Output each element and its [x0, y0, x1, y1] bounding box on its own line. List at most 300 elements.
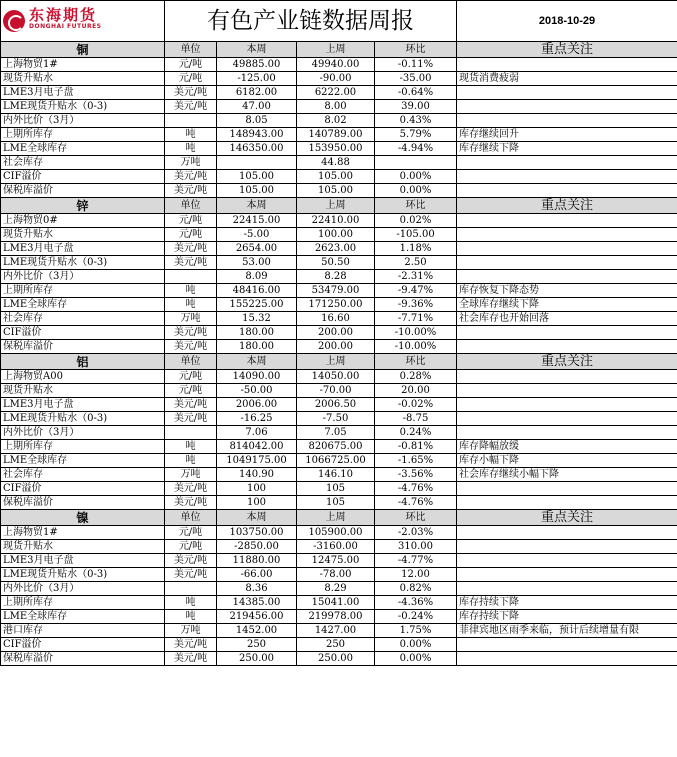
col-change-header: 环比: [375, 198, 457, 214]
this-week-value: 14385.00: [217, 596, 297, 610]
item-name: 上期所库存: [1, 440, 165, 454]
col-focus-header: 重点关注: [457, 510, 677, 526]
focus-note: [457, 326, 677, 340]
item-name: LME全球库存: [1, 298, 165, 312]
change-value: -4.76%: [375, 482, 457, 496]
focus-note: 库存继续回升: [457, 128, 677, 142]
item-unit: 吨: [165, 142, 217, 156]
metal-name: 铜: [1, 42, 165, 58]
table-row: [1, 582, 677, 596]
report-title: 有色产业链数据周报: [165, 1, 457, 42]
col-last-week-header: 上周: [297, 354, 375, 370]
last-week-value: 153950.00: [297, 142, 375, 156]
logo-cell: [1, 1, 165, 42]
focus-note: [457, 398, 677, 412]
item-unit: 万吨: [165, 468, 217, 482]
item-unit: 美元/吨: [165, 86, 217, 100]
this-week-value: 814042.00: [217, 440, 297, 454]
change-value: 0.24%: [375, 426, 457, 440]
change-value: 1.18%: [375, 242, 457, 256]
change-value: 0.00%: [375, 170, 457, 184]
table-row: [1, 526, 677, 540]
this-week-value: 219456.00: [217, 610, 297, 624]
col-change-header: 环比: [375, 354, 457, 370]
this-week-value: 49885.00: [217, 58, 297, 72]
metal-name: 锌: [1, 198, 165, 214]
focus-note: [457, 340, 677, 354]
item-unit: 吨: [165, 440, 217, 454]
item-unit: 美元/吨: [165, 242, 217, 256]
item-name: LME3月电子盘: [1, 86, 165, 100]
this-week-value: 2006.00: [217, 398, 297, 412]
item-unit: 吨: [165, 298, 217, 312]
last-week-value: 7.05: [297, 426, 375, 440]
item-name: 保税库溢价: [1, 184, 165, 198]
last-week-value: 250.00: [297, 652, 375, 666]
last-week-value: 53479.00: [297, 284, 375, 298]
this-week-value: 11880.00: [217, 554, 297, 568]
report-date: 2018-10-29: [457, 1, 677, 42]
this-week-value: 140.90: [217, 468, 297, 482]
this-week-value: 53.00: [217, 256, 297, 270]
col-last-week-header: 上周: [297, 198, 375, 214]
item-name: LME现货升贴水（0-3): [1, 568, 165, 582]
change-value: 0.00%: [375, 638, 457, 652]
item-name: CIF溢价: [1, 170, 165, 184]
this-week-value: 22415.00: [217, 214, 297, 228]
table-row: [1, 228, 677, 242]
this-week-value: 148943.00: [217, 128, 297, 142]
last-week-value: 16.60: [297, 312, 375, 326]
table-row: [1, 468, 677, 482]
col-focus-header: 重点关注: [457, 354, 677, 370]
table-row: [1, 568, 677, 582]
item-name: 上海物贸1#: [1, 58, 165, 72]
item-name: 港口库存: [1, 624, 165, 638]
item-name: LME全球库存: [1, 610, 165, 624]
item-unit: 万吨: [165, 312, 217, 326]
col-unit-header: 单位: [165, 510, 217, 526]
change-value: 20.00: [375, 384, 457, 398]
focus-note: [457, 412, 677, 426]
focus-note: [457, 582, 677, 596]
table-row: [1, 128, 677, 142]
change-value: -0.64%: [375, 86, 457, 100]
this-week-value: 8.09: [217, 270, 297, 284]
table-row: [1, 596, 677, 610]
item-unit: 吨: [165, 284, 217, 298]
item-name: 上海物贸A00: [1, 370, 165, 384]
col-unit-header: 单位: [165, 198, 217, 214]
focus-note: [457, 270, 677, 284]
logo-name-en: DONGHAI FUTURES: [29, 23, 102, 30]
item-unit: 吨: [165, 596, 217, 610]
this-week-value: 250.00: [217, 652, 297, 666]
table-row: [1, 100, 677, 114]
item-name: 现货升贴水: [1, 384, 165, 398]
item-unit: 元/吨: [165, 72, 217, 86]
table-row: [1, 86, 677, 100]
item-name: 现货升贴水: [1, 72, 165, 86]
this-week-value: 2654.00: [217, 242, 297, 256]
last-week-value: -70.00: [297, 384, 375, 398]
logo-mark-icon: [3, 10, 25, 32]
table-row: [1, 384, 677, 398]
item-name: CIF溢价: [1, 326, 165, 340]
item-unit: [165, 426, 217, 440]
table-row: [1, 214, 677, 228]
focus-note: 全球库存继续下降: [457, 298, 677, 312]
item-name: 上海物贸1#: [1, 526, 165, 540]
focus-note: 库存持续下降: [457, 610, 677, 624]
last-week-value: 100.00: [297, 228, 375, 242]
focus-note: [457, 256, 677, 270]
item-name: LME现货升贴水（0-3): [1, 412, 165, 426]
section-header: [1, 354, 677, 370]
col-this-week-header: 本周: [217, 42, 297, 58]
last-week-value: -7.50: [297, 412, 375, 426]
item-unit: [165, 270, 217, 284]
col-change-header: 环比: [375, 42, 457, 58]
focus-note: [457, 100, 677, 114]
this-week-value: 6182.00: [217, 86, 297, 100]
item-unit: 吨: [165, 128, 217, 142]
this-week-value: 1452.00: [217, 624, 297, 638]
change-value: -2.31%: [375, 270, 457, 284]
table-body: [1, 1, 677, 666]
col-focus-header: 重点关注: [457, 42, 677, 58]
item-unit: 美元/吨: [165, 326, 217, 340]
section-header: [1, 198, 677, 214]
report-header: [1, 1, 677, 42]
table-row: [1, 482, 677, 496]
item-unit: 元/吨: [165, 58, 217, 72]
table-row: [1, 440, 677, 454]
this-week-value: 1049175.00: [217, 454, 297, 468]
table-row: [1, 184, 677, 198]
last-week-value: 8.02: [297, 114, 375, 128]
last-week-value: 50.50: [297, 256, 375, 270]
focus-note: [457, 384, 677, 398]
last-week-value: 171250.00: [297, 298, 375, 312]
item-name: 社会库存: [1, 156, 165, 170]
table-row: [1, 638, 677, 652]
change-value: 0.43%: [375, 114, 457, 128]
col-change-header: 环比: [375, 510, 457, 526]
item-name: 现货升贴水: [1, 228, 165, 242]
table-row: [1, 58, 677, 72]
table-row: [1, 370, 677, 384]
table-row: [1, 142, 677, 156]
item-unit: 美元/吨: [165, 482, 217, 496]
table-row: [1, 624, 677, 638]
item-unit: 吨: [165, 454, 217, 468]
focus-note: [457, 114, 677, 128]
change-value: 39.00: [375, 100, 457, 114]
change-value: 5.79%: [375, 128, 457, 142]
item-unit: 吨: [165, 610, 217, 624]
change-value: 0.28%: [375, 370, 457, 384]
item-unit: 万吨: [165, 156, 217, 170]
item-unit: 美元/吨: [165, 554, 217, 568]
last-week-value: 49940.00: [297, 58, 375, 72]
table-row: [1, 256, 677, 270]
col-this-week-header: 本周: [217, 510, 297, 526]
item-name: LME现货升贴水（0-3): [1, 256, 165, 270]
table-row: [1, 412, 677, 426]
item-name: 内外比价（3月）: [1, 426, 165, 440]
change-value: 0.82%: [375, 582, 457, 596]
col-unit-header: 单位: [165, 354, 217, 370]
item-name: 保税库溢价: [1, 340, 165, 354]
this-week-value: -50.00: [217, 384, 297, 398]
focus-note: [457, 370, 677, 384]
this-week-value: 7.06: [217, 426, 297, 440]
last-week-value: 105900.00: [297, 526, 375, 540]
last-week-value: 105: [297, 496, 375, 510]
change-value: -7.71%: [375, 312, 457, 326]
item-unit: [165, 582, 217, 596]
item-unit: [165, 114, 217, 128]
item-name: 社会库存: [1, 312, 165, 326]
item-unit: 元/吨: [165, 384, 217, 398]
item-unit: 元/吨: [165, 370, 217, 384]
col-unit-header: 单位: [165, 42, 217, 58]
col-this-week-header: 本周: [217, 198, 297, 214]
last-week-value: 44.88: [297, 156, 375, 170]
last-week-value: -3160.00: [297, 540, 375, 554]
change-value: -10.00%: [375, 326, 457, 340]
last-week-value: 8.28: [297, 270, 375, 284]
this-week-value: -16.25: [217, 412, 297, 426]
focus-note: 库存持续下降: [457, 596, 677, 610]
change-value: -0.11%: [375, 58, 457, 72]
table-row: [1, 652, 677, 666]
table-row: [1, 312, 677, 326]
last-week-value: 2623.00: [297, 242, 375, 256]
item-name: CIF溢价: [1, 638, 165, 652]
item-unit: 美元/吨: [165, 170, 217, 184]
this-week-value: -125.00: [217, 72, 297, 86]
this-week-value: -2850.00: [217, 540, 297, 554]
focus-note: 库存降幅放缓: [457, 440, 677, 454]
table-row: [1, 170, 677, 184]
last-week-value: 2006.50: [297, 398, 375, 412]
this-week-value: 100: [217, 496, 297, 510]
table-row: [1, 284, 677, 298]
change-value: -4.94%: [375, 142, 457, 156]
last-week-value: 105.00: [297, 184, 375, 198]
table-row: [1, 270, 677, 284]
change-value: 0.00%: [375, 184, 457, 198]
change-value: 310.00: [375, 540, 457, 554]
this-week-value: 155225.00: [217, 298, 297, 312]
change-value: 0.02%: [375, 214, 457, 228]
change-value: -3.56%: [375, 468, 457, 482]
focus-note: 库存继续下降: [457, 142, 677, 156]
change-value: -0.81%: [375, 440, 457, 454]
last-week-value: 140789.00: [297, 128, 375, 142]
item-name: 上期所库存: [1, 596, 165, 610]
last-week-value: -90.00: [297, 72, 375, 86]
focus-note: [457, 568, 677, 582]
change-value: -9.36%: [375, 298, 457, 312]
change-value: -4.76%: [375, 496, 457, 510]
section-header: [1, 42, 677, 58]
focus-note: [457, 58, 677, 72]
this-week-value: 105.00: [217, 170, 297, 184]
last-week-value: 1427.00: [297, 624, 375, 638]
last-week-value: 14050.00: [297, 370, 375, 384]
change-value: -0.24%: [375, 610, 457, 624]
metal-name: 镍: [1, 510, 165, 526]
change-value: -105.00: [375, 228, 457, 242]
this-week-value: 180.00: [217, 340, 297, 354]
focus-note: [457, 638, 677, 652]
table-row: [1, 340, 677, 354]
change-value: -35.00: [375, 72, 457, 86]
last-week-value: 820675.00: [297, 440, 375, 454]
focus-note: [457, 86, 677, 100]
change-value: -10.00%: [375, 340, 457, 354]
item-unit: 美元/吨: [165, 652, 217, 666]
focus-note: [457, 214, 677, 228]
focus-note: 库存小幅下降: [457, 454, 677, 468]
item-name: 内外比价（3月）: [1, 270, 165, 284]
item-unit: 元/吨: [165, 526, 217, 540]
item-name: 上期所库存: [1, 284, 165, 298]
last-week-value: 200.00: [297, 326, 375, 340]
change-value: -8.75: [375, 412, 457, 426]
item-unit: 美元/吨: [165, 100, 217, 114]
table-row: [1, 398, 677, 412]
this-week-value: 47.00: [217, 100, 297, 114]
col-last-week-header: 上周: [297, 42, 375, 58]
item-unit: 美元/吨: [165, 568, 217, 582]
change-value: [375, 156, 457, 170]
focus-note: 社会库存也开始回落: [457, 312, 677, 326]
this-week-value: 103750.00: [217, 526, 297, 540]
focus-note: [457, 242, 677, 256]
last-week-value: 105.00: [297, 170, 375, 184]
this-week-value: 15.32: [217, 312, 297, 326]
this-week-value: 250: [217, 638, 297, 652]
change-value: -0.02%: [375, 398, 457, 412]
item-unit: 美元/吨: [165, 496, 217, 510]
table-row: [1, 242, 677, 256]
last-week-value: 250: [297, 638, 375, 652]
last-week-value: 8.00: [297, 100, 375, 114]
focus-note: [457, 184, 677, 198]
table-row: [1, 426, 677, 440]
focus-note: [457, 426, 677, 440]
table-row: [1, 540, 677, 554]
item-unit: 元/吨: [165, 540, 217, 554]
focus-note: 现货消费疲弱: [457, 72, 677, 86]
last-week-value: 146.10: [297, 468, 375, 482]
item-unit: 美元/吨: [165, 638, 217, 652]
table-row: [1, 72, 677, 86]
item-name: 内外比价（3月）: [1, 582, 165, 596]
item-name: CIF溢价: [1, 482, 165, 496]
focus-note: 菲律宾地区雨季来临，预计后续增量有限: [457, 624, 677, 638]
item-name: 上海物贸0#: [1, 214, 165, 228]
last-week-value: -78.00: [297, 568, 375, 582]
this-week-value: 8.36: [217, 582, 297, 596]
focus-note: [457, 540, 677, 554]
this-week-value: 100: [217, 482, 297, 496]
item-unit: 元/吨: [165, 214, 217, 228]
metal-name: 铝: [1, 354, 165, 370]
this-week-value: 8.05: [217, 114, 297, 128]
last-week-value: 105: [297, 482, 375, 496]
item-unit: 美元/吨: [165, 184, 217, 198]
table-row: [1, 298, 677, 312]
this-week-value: 14090.00: [217, 370, 297, 384]
col-last-week-header: 上周: [297, 510, 375, 526]
last-week-value: 12475.00: [297, 554, 375, 568]
item-unit: 美元/吨: [165, 340, 217, 354]
table-row: [1, 496, 677, 510]
focus-note: [457, 496, 677, 510]
last-week-value: 6222.00: [297, 86, 375, 100]
this-week-value: 146350.00: [217, 142, 297, 156]
company-logo: [3, 6, 162, 33]
this-week-value: 48416.00: [217, 284, 297, 298]
table-row: [1, 156, 677, 170]
focus-note: [457, 170, 677, 184]
item-name: 现货升贴水: [1, 540, 165, 554]
change-value: 2.50: [375, 256, 457, 270]
focus-note: [457, 156, 677, 170]
item-unit: 美元/吨: [165, 398, 217, 412]
item-unit: 万吨: [165, 624, 217, 638]
item-unit: 美元/吨: [165, 412, 217, 426]
item-name: LME3月电子盘: [1, 242, 165, 256]
change-value: -2.03%: [375, 526, 457, 540]
item-name: LME全球库存: [1, 454, 165, 468]
change-value: -4.36%: [375, 596, 457, 610]
focus-note: 社会库存继续小幅下降: [457, 468, 677, 482]
logo-name-cn: 东海期货: [29, 6, 98, 24]
last-week-value: 22410.00: [297, 214, 375, 228]
item-unit: 元/吨: [165, 228, 217, 242]
change-value: 12.00: [375, 568, 457, 582]
focus-note: [457, 482, 677, 496]
item-name: LME现货升贴水（0-3): [1, 100, 165, 114]
focus-note: [457, 554, 677, 568]
this-week-value: [217, 156, 297, 170]
table-row: [1, 554, 677, 568]
last-week-value: 219978.00: [297, 610, 375, 624]
last-week-value: 15041.00: [297, 596, 375, 610]
change-value: -1.65%: [375, 454, 457, 468]
change-value: 1.75%: [375, 624, 457, 638]
item-name: 上期所库存: [1, 128, 165, 142]
this-week-value: 180.00: [217, 326, 297, 340]
item-name: LME全球库存: [1, 142, 165, 156]
focus-note: 库存恢复下降态势: [457, 284, 677, 298]
item-name: 保税库溢价: [1, 652, 165, 666]
item-name: 内外比价（3月）: [1, 114, 165, 128]
this-week-value: 105.00: [217, 184, 297, 198]
item-name: 保税库溢价: [1, 496, 165, 510]
table-row: [1, 326, 677, 340]
item-name: LME3月电子盘: [1, 554, 165, 568]
focus-note: [457, 652, 677, 666]
col-focus-header: 重点关注: [457, 198, 677, 214]
focus-note: [457, 526, 677, 540]
